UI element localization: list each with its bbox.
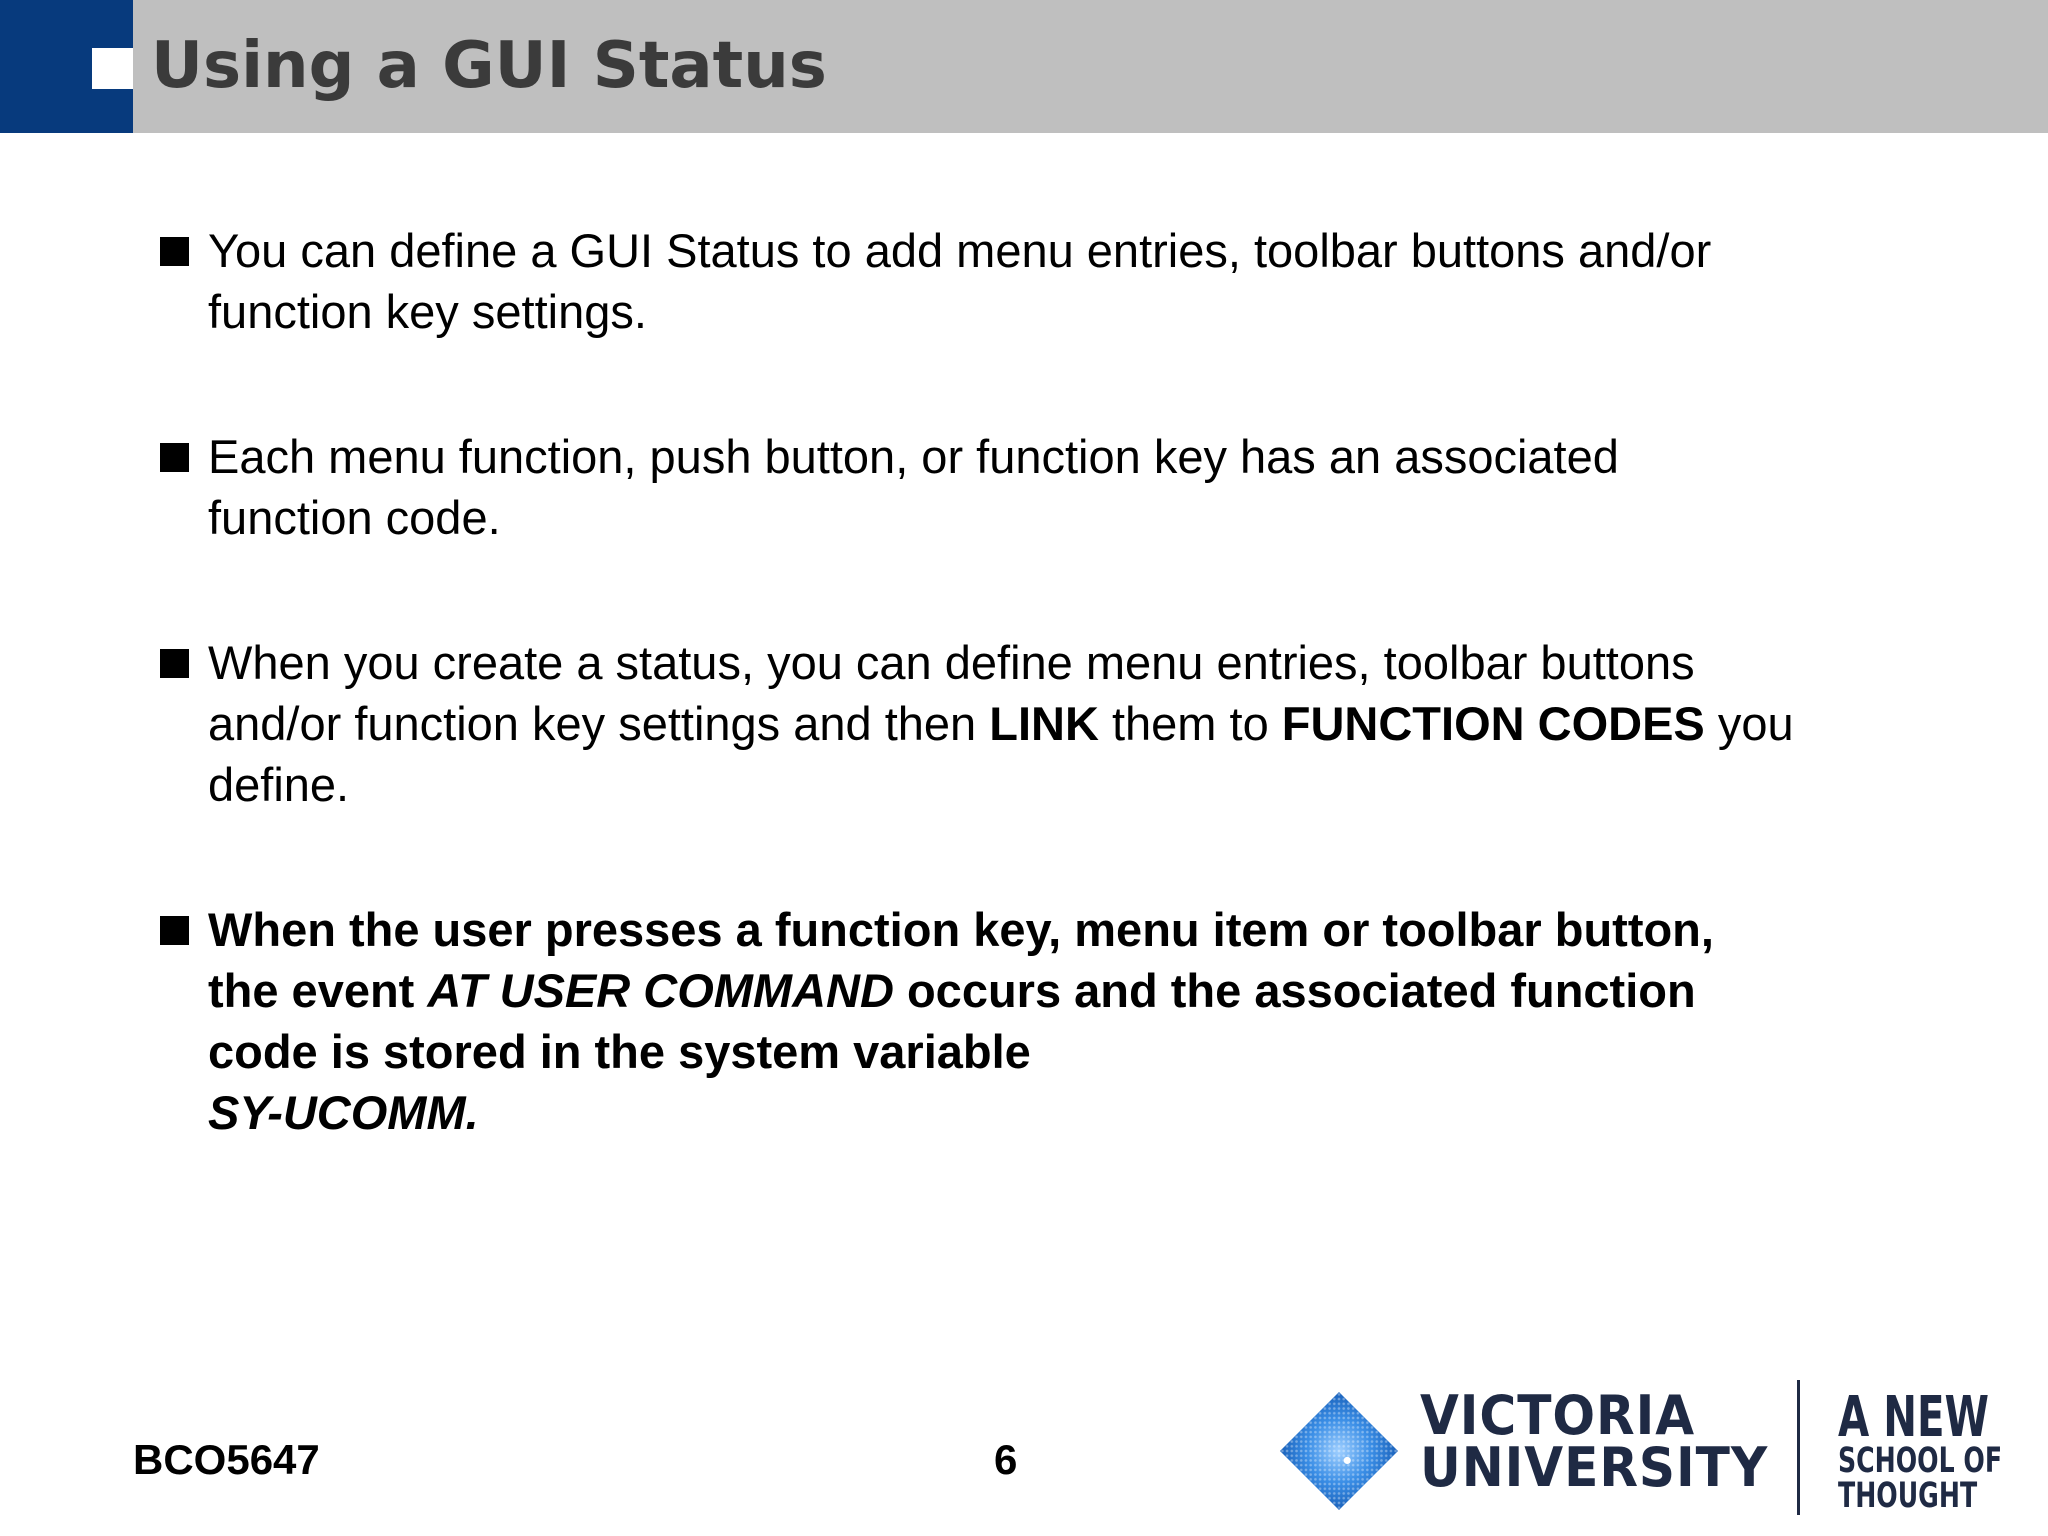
bullet-line bbox=[208, 960, 1960, 1021]
text-run: and/or function key settings and then bbox=[208, 697, 990, 750]
bullet-item bbox=[160, 220, 1960, 342]
logo-tagline-line: SCHOOL OF bbox=[1838, 1441, 2003, 1481]
logo-divider bbox=[1797, 1380, 1800, 1515]
square-bullet-icon bbox=[160, 916, 189, 945]
text-run: them to bbox=[1098, 697, 1282, 750]
bullet-item bbox=[160, 632, 1960, 815]
footer-course-code: BCO5647 bbox=[133, 1436, 320, 1483]
bullet-line: function key settings. bbox=[208, 285, 647, 338]
bullet-line: You can define a GUI Status to add menu entries, toolbar buttons and/or bbox=[208, 224, 1712, 277]
text-run: the event bbox=[208, 964, 428, 1017]
bold-text-run: LINK bbox=[989, 697, 1099, 750]
bullet-line: When the user presses a function key, menu item or toolbar button, bbox=[208, 903, 1714, 956]
bullet-list bbox=[160, 220, 1960, 1143]
logo-name-line: UNIVERSITY bbox=[1420, 1436, 1769, 1499]
logo-wordmark bbox=[1420, 1384, 1769, 1499]
text-run: occurs and the associated function bbox=[893, 964, 1696, 1017]
square-bullet-icon bbox=[160, 649, 189, 678]
bullet-text bbox=[208, 632, 1960, 815]
logo-tagline-line: THOUGHT bbox=[1838, 1476, 1978, 1516]
slide-title: Using a GUI Status bbox=[151, 29, 827, 103]
bullet-line bbox=[208, 693, 1960, 754]
bullet-line: SY-UCOMM. bbox=[208, 1086, 479, 1139]
bullet-line: define. bbox=[208, 758, 350, 811]
bullet-item bbox=[160, 899, 1960, 1143]
logo-tagline bbox=[1838, 1385, 2003, 1516]
logo-tagline-line: A NEW bbox=[1838, 1385, 1990, 1450]
logo-name-line: VICTORIA bbox=[1420, 1384, 1696, 1447]
bullet-item bbox=[160, 426, 1960, 548]
bullet-line: code is stored in the system variable bbox=[208, 1025, 1031, 1078]
bullet-text bbox=[208, 220, 1960, 342]
italic-text-run: AT USER COMMAND bbox=[427, 964, 894, 1017]
bullet-line: function code. bbox=[208, 491, 501, 544]
square-bullet-icon bbox=[160, 443, 189, 472]
diamond-logo-icon bbox=[1280, 1392, 1398, 1510]
university-logo bbox=[1280, 1380, 2010, 1520]
bullet-text bbox=[208, 426, 1960, 548]
header-accent-square bbox=[92, 48, 133, 89]
bullet-line: When you create a status, you can define menu entries, toolbar buttons bbox=[208, 636, 1695, 689]
bold-text-run: FUNCTION CODES bbox=[1281, 697, 1705, 750]
text-run: you bbox=[1704, 697, 1794, 750]
bullet-text bbox=[208, 899, 1960, 1143]
bullet-line: Each menu function, push button, or function key has an associated bbox=[208, 430, 1619, 483]
square-bullet-icon bbox=[160, 237, 189, 266]
footer-page-number: 6 bbox=[994, 1436, 1018, 1483]
